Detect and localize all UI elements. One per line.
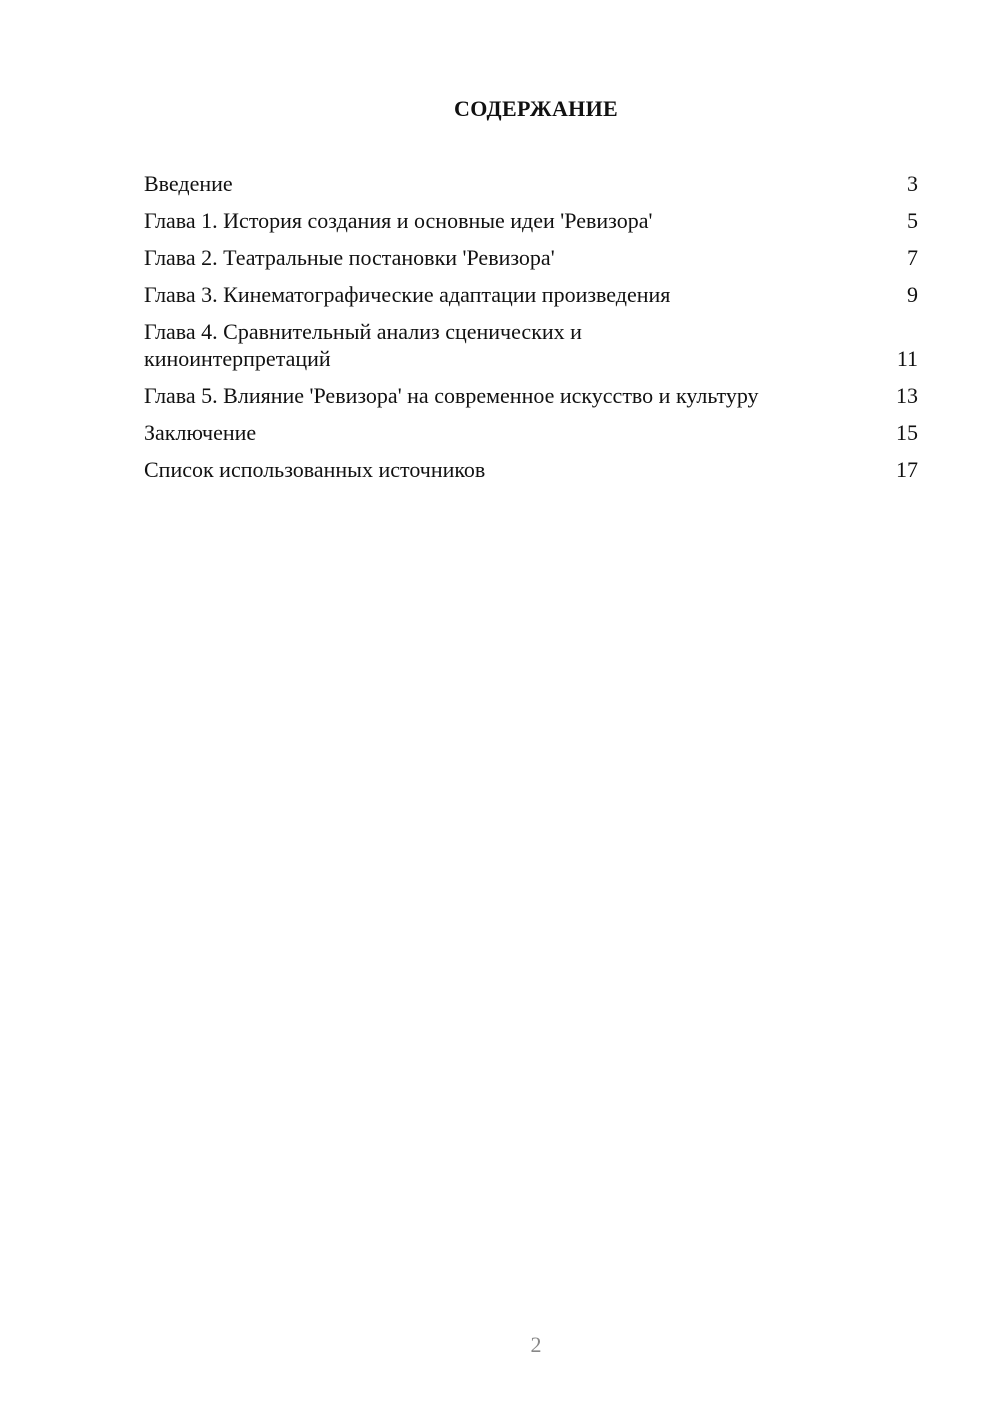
toc-entry-label: Заключение xyxy=(144,420,257,445)
toc-entry-introduction xyxy=(144,170,918,197)
toc-entry-chapter-4 xyxy=(144,318,918,372)
toc-entry-label: Список использованных источников xyxy=(144,457,486,482)
toc-entry-page: 11 xyxy=(896,346,918,371)
toc-entry-label: Глава 1. История создания и основные идеи 'Ревизора' xyxy=(144,208,653,233)
toc-title: СОДЕРЖАНИЕ xyxy=(454,96,618,121)
toc-entry-page: 9 xyxy=(907,282,918,307)
toc-entry-label: Глава 4. Сравнительный анализ сценических и киноинтерпретаций xyxy=(144,319,582,371)
toc-entry-page: 5 xyxy=(907,208,918,233)
toc-entry-page: 13 xyxy=(896,383,918,408)
toc-entry-page: 3 xyxy=(907,171,918,196)
page-number: 2 xyxy=(530,1332,542,1357)
toc-entry-conclusion xyxy=(144,419,918,446)
toc-entry-page: 17 xyxy=(896,457,918,482)
toc-entry-label: Глава 2. Театральные постановки 'Ревизора' xyxy=(144,245,555,270)
table-of-contents xyxy=(144,170,918,493)
toc-entry-references xyxy=(144,456,918,483)
toc-entry-label: Глава 5. Влияние 'Ревизора' на современное искусство и культуру xyxy=(144,383,759,408)
toc-entry-chapter-3 xyxy=(144,281,918,308)
toc-entry-label: Глава 3. Кинематографические адаптации произведения xyxy=(144,282,671,307)
toc-entry-chapter-1 xyxy=(144,207,918,234)
toc-entry-page: 15 xyxy=(896,420,918,445)
toc-entry-chapter-2 xyxy=(144,244,918,271)
toc-entry-label: Введение xyxy=(144,171,233,196)
toc-entry-chapter-5 xyxy=(144,382,918,409)
toc-entry-page: 7 xyxy=(907,245,918,270)
